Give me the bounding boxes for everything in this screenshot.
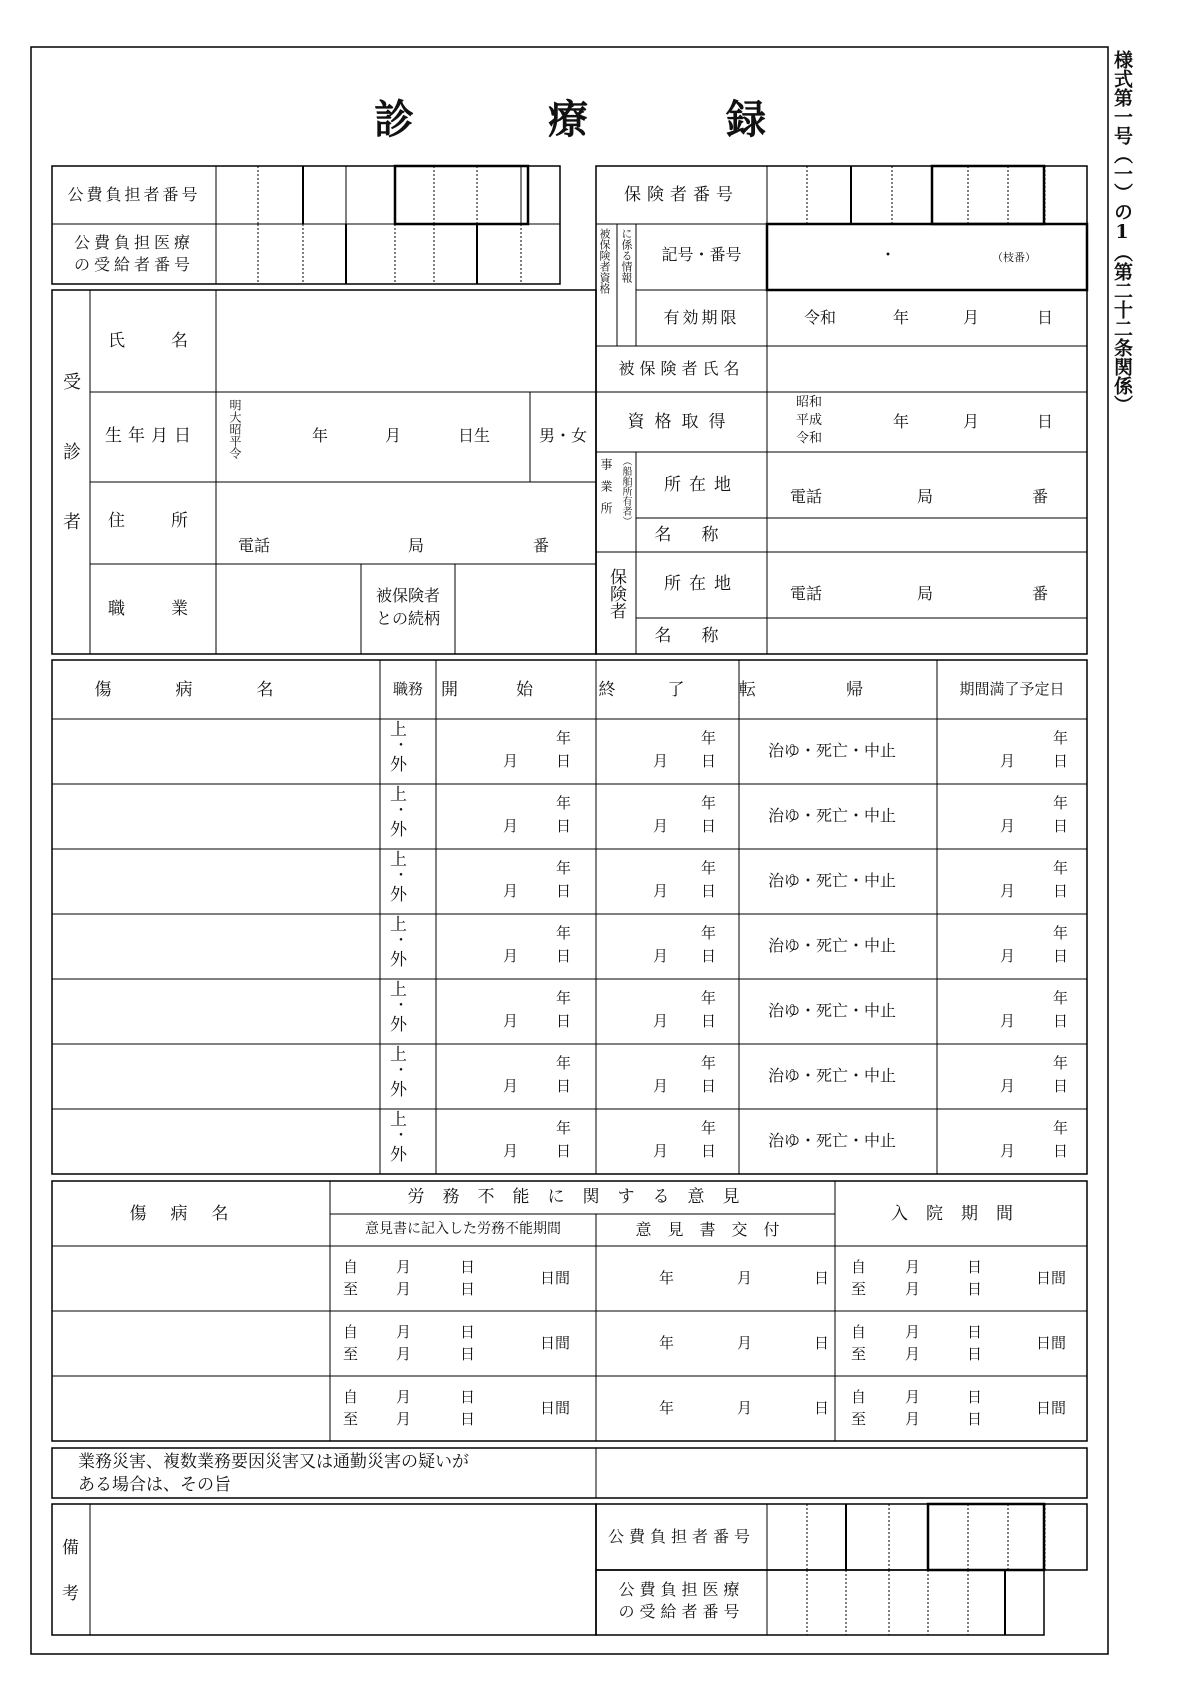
incap-row-3-hosp-from-month: 月 (905, 1388, 921, 1406)
disease-row-7-expiry-month: 月 (1000, 1142, 1016, 1160)
incap-row-3-period-to-day: 日 (460, 1410, 476, 1428)
disease-row-6-end-month: 月 (653, 1077, 669, 1095)
disease-row-2-end-year: 年 (701, 794, 717, 812)
incap-row-2-issue-day: 日 (814, 1334, 830, 1352)
disease-row-2-duty-top: 上 (390, 785, 407, 805)
disease-row-1-duty-bottom: 外 (390, 755, 407, 775)
disease-row-5-outcome: 治ゆ・死亡・中止 (768, 1001, 897, 1020)
incap-row-2-period-to-month: 月 (396, 1345, 412, 1363)
incap-row-3-hosp-from: 自 (851, 1388, 867, 1406)
incap-row-1-issue-month: 月 (737, 1269, 753, 1287)
disease-row-4-outcome: 治ゆ・死亡・中止 (768, 936, 897, 955)
disease-row-7-end-month: 月 (653, 1142, 669, 1160)
insured-qual-group-label-2: に係る情報 (620, 228, 633, 283)
disease-row-6-duty-dot: ・ (394, 1063, 408, 1079)
disease-row-4-end-month: 月 (653, 947, 669, 965)
remarks-kouhi-label: 公費負担者番号 (607, 1527, 755, 1546)
incap-header-opinion: 労務不能に関する意見 (407, 1187, 758, 1207)
disease-row-3-duty-bottom: 外 (390, 885, 407, 905)
incap-row-3-period-from-month: 月 (396, 1388, 412, 1406)
disease-row-5-start-year: 年 (556, 989, 572, 1007)
remarks-recipient-l2: の受給者番号 (618, 1602, 745, 1621)
incap-header-period: 意見書に記入した労務不能期間 (365, 1221, 561, 1237)
disease-row-1-duty-top: 上 (390, 720, 407, 740)
incap-row-3-hosp-days: 日間 (1036, 1399, 1067, 1417)
patient-occupation-label: 職業 (108, 599, 234, 619)
insurer-number-label: 保険者番号 (624, 185, 739, 205)
disease-row-2-end-month: 月 (653, 817, 669, 835)
insurer2-location-label: 所在地 (664, 574, 739, 594)
acq-era-showa: 昭和 (796, 395, 823, 410)
incap-row-3-issue-month: 月 (737, 1399, 753, 1417)
disease-row-7-expiry-day: 日 (1053, 1142, 1069, 1160)
disease-row-3-expiry-year: 年 (1053, 859, 1069, 877)
employer-group-note: （船舶所有者） (620, 456, 631, 526)
incap-row-1-hosp-from-day: 日 (967, 1258, 983, 1276)
patient-kyoku: 局 (408, 536, 425, 555)
disease-row-6-start-month: 月 (503, 1077, 519, 1095)
disease-row-2-duty-bottom: 外 (390, 820, 407, 840)
incap-row-1-hosp-days: 日間 (1036, 1269, 1067, 1287)
acq-era-heisei: 平成 (796, 413, 823, 428)
patient-phone: 電話 (238, 536, 271, 555)
incap-row-1-hosp-to-month: 月 (905, 1280, 921, 1298)
remarks-label-bottom: 考 (62, 1584, 79, 1604)
disease-row-1-expiry-year: 年 (1053, 729, 1069, 747)
expiry-label: 有効期限 (663, 308, 740, 327)
disease-row-4-start-year: 年 (556, 924, 572, 942)
disease-row-7-outcome: 治ゆ・死亡・中止 (768, 1131, 897, 1150)
disease-row-3-duty-dot: ・ (394, 868, 408, 884)
incap-row-2-period-from-month: 月 (396, 1323, 412, 1341)
disease-row-1-outcome: 治ゆ・死亡・中止 (768, 741, 897, 760)
disease-row-6-expiry-day: 日 (1053, 1077, 1069, 1095)
disease-row-5-expiry-month: 月 (1000, 1012, 1016, 1030)
incap-row-1-period-from-day: 日 (460, 1258, 476, 1276)
patient-eras: 明大昭平令 (228, 399, 242, 459)
incap-row-2-period-days: 日間 (540, 1334, 571, 1352)
patient-birth-month: 月 (385, 426, 402, 445)
disease-row-4-start-day: 日 (556, 947, 572, 965)
recipient-number-label-l2: の受給者番号 (73, 255, 194, 274)
disease-row-5-end-month: 月 (653, 1012, 669, 1030)
disease-row-2-expiry-day: 日 (1053, 817, 1069, 835)
disease-row-4-duty-top: 上 (390, 915, 407, 935)
incap-row-1-period-from: 自 (343, 1258, 359, 1276)
disease-row-4-expiry-day: 日 (1053, 947, 1069, 965)
incap-row-1-issue-year: 年 (659, 1269, 675, 1287)
disease-header-name: 傷病名 (94, 680, 338, 700)
disease-row-4-duty-dot: ・ (394, 933, 408, 949)
disease-row-5-start-day: 日 (556, 1012, 572, 1030)
incap-row-1-period-from-month: 月 (396, 1258, 412, 1276)
incap-row-2-hosp-to: 至 (851, 1345, 867, 1363)
disease-row-4-expiry-month: 月 (1000, 947, 1016, 965)
disease-row-2-expiry-month: 月 (1000, 817, 1016, 835)
incap-row-2-issue-month: 月 (737, 1334, 753, 1352)
disease-row-3-end-day: 日 (701, 882, 717, 900)
disease-row-5-start-month: 月 (503, 1012, 519, 1030)
kigou-dot: ・ (880, 245, 897, 264)
disease-row-7-duty-dot: ・ (394, 1128, 408, 1144)
disease-row-5-duty-top: 上 (390, 980, 407, 1000)
disease-header-expiry: 期間満了予定日 (959, 680, 1065, 698)
insured-name-label: 被保険者氏名 (618, 359, 745, 378)
disease-row-7-expiry-year: 年 (1053, 1119, 1069, 1137)
disease-row-2-start-month: 月 (503, 817, 519, 835)
disease-header-outcome: 転帰 (739, 680, 953, 700)
recipient-number-label-l1: 公費負担医療 (73, 233, 194, 252)
incap-row-3-period-from: 自 (343, 1388, 359, 1406)
incap-row-3-issue-year: 年 (659, 1399, 675, 1417)
employer-group-label: 事業所 (599, 458, 613, 524)
disease-row-1-duty-dot: ・ (394, 738, 408, 754)
disease-row-1-start-month: 月 (503, 752, 519, 770)
incap-row-3-period-days: 日間 (540, 1399, 571, 1417)
disease-row-2-start-year: 年 (556, 794, 572, 812)
employer-kyoku: 局 (917, 487, 934, 506)
employer-name-label: 名称 (654, 525, 749, 545)
disease-row-6-start-day: 日 (556, 1077, 572, 1095)
disease-header-start: 開始 (441, 680, 591, 700)
disease-row-4-end-year: 年 (701, 924, 717, 942)
disease-row-6-end-year: 年 (701, 1054, 717, 1072)
patient-relation-l2: との続柄 (375, 609, 440, 628)
incap-row-2-period-from: 自 (343, 1323, 359, 1341)
disease-row-3-expiry-month: 月 (1000, 882, 1016, 900)
incap-row-3-hosp-to-day: 日 (967, 1410, 983, 1428)
disease-row-7-start-month: 月 (503, 1142, 519, 1160)
incap-row-3-hosp-from-day: 日 (967, 1388, 983, 1406)
incap-row-3-period-to-month: 月 (396, 1410, 412, 1428)
incap-row-1-hosp-to: 至 (851, 1280, 867, 1298)
disease-row-3-start-day: 日 (556, 882, 572, 900)
incap-row-3-issue-day: 日 (814, 1399, 830, 1417)
disease-row-2-end-day: 日 (701, 817, 717, 835)
insured-qual-group-label: 被保険者資格 (598, 228, 611, 294)
disease-row-1-end-year: 年 (701, 729, 717, 747)
insurer2-name-label: 名称 (654, 626, 749, 646)
patient-name-label: 氏名 (108, 331, 234, 351)
employer-phone: 電話 (790, 487, 823, 506)
disease-row-3-start-month: 月 (503, 882, 519, 900)
disease-row-6-duty-bottom: 外 (390, 1080, 407, 1100)
incap-row-1-hosp-to-day: 日 (967, 1280, 983, 1298)
disease-row-3-end-year: 年 (701, 859, 717, 877)
title-char-3: 録 (726, 96, 766, 143)
form-id: 様式第一号（一）の1（第二十二条関係） (1111, 50, 1133, 414)
disease-row-7-start-year: 年 (556, 1119, 572, 1137)
incap-row-2-hosp-from-month: 月 (905, 1323, 921, 1341)
incap-row-2-hosp-from-day: 日 (967, 1323, 983, 1341)
disease-row-1-start-year: 年 (556, 729, 572, 747)
employer-location-label: 所在地 (664, 475, 739, 495)
disease-row-5-end-day: 日 (701, 1012, 717, 1030)
incap-header-issue: 意見書交付 (635, 1220, 796, 1239)
acq-year: 年 (893, 412, 910, 431)
edaban-label: （枝番） (992, 251, 1036, 264)
acq-era-reiwa: 令和 (796, 431, 823, 446)
disease-row-2-outcome: 治ゆ・死亡・中止 (768, 806, 897, 825)
insurer2-ban: 番 (1032, 584, 1049, 603)
disease-row-5-end-year: 年 (701, 989, 717, 1007)
disease-row-1-expiry-day: 日 (1053, 752, 1069, 770)
incap-row-1-period-to: 至 (343, 1280, 359, 1298)
incap-row-1-hosp-from: 自 (851, 1258, 867, 1276)
disease-row-2-duty-dot: ・ (394, 803, 408, 819)
remarks-recipient-l1: 公費負担医療 (618, 1580, 745, 1599)
disease-row-6-expiry-year: 年 (1053, 1054, 1069, 1072)
incap-row-2-hosp-from: 自 (851, 1323, 867, 1341)
disease-row-7-end-year: 年 (701, 1119, 717, 1137)
disease-header-duty: 職務 (392, 680, 423, 698)
patient-group-label: 受診者 (60, 372, 81, 582)
disease-row-5-duty-bottom: 外 (390, 1015, 407, 1035)
incap-row-2-hosp-to-day: 日 (967, 1345, 983, 1363)
disease-row-4-expiry-year: 年 (1053, 924, 1069, 942)
disease-row-7-duty-bottom: 外 (390, 1145, 407, 1165)
incap-header-hospital: 入院期間 (891, 1204, 1031, 1224)
title-char-1: 診 (374, 96, 414, 143)
incap-row-3-period-from-day: 日 (460, 1388, 476, 1406)
incap-row-1-period-to-month: 月 (396, 1280, 412, 1298)
incap-row-1-period-to-day: 日 (460, 1280, 476, 1298)
disease-row-1-end-day: 日 (701, 752, 717, 770)
incap-row-3-period-to: 至 (343, 1410, 359, 1428)
patient-relation-l1: 被保険者 (375, 586, 440, 605)
patient-ban: 番 (533, 536, 550, 555)
expiry-year: 年 (893, 308, 910, 327)
incap-row-2-period-from-day: 日 (460, 1323, 476, 1341)
disease-row-1-end-month: 月 (653, 752, 669, 770)
incap-row-2-hosp-to-month: 月 (905, 1345, 921, 1363)
patient-birth-day: 日生 (458, 426, 491, 445)
insurer2-group-label: 保険者 (606, 568, 626, 619)
disease-row-5-expiry-year: 年 (1053, 989, 1069, 1007)
disease-row-7-duty-top: 上 (390, 1110, 407, 1130)
acq-month: 月 (963, 412, 980, 431)
expiry-month: 月 (963, 308, 980, 327)
incap-row-1-hosp-from-month: 月 (905, 1258, 921, 1276)
title-char-2: 療 (548, 96, 588, 143)
disease-row-6-expiry-month: 月 (1000, 1077, 1016, 1095)
disease-row-3-expiry-day: 日 (1053, 882, 1069, 900)
disease-row-1-expiry-month: 月 (1000, 752, 1016, 770)
patient-birth-label: 生年月日 (105, 426, 197, 446)
disease-row-1-start-day: 日 (556, 752, 572, 770)
patient-sex: 男・女 (538, 426, 587, 445)
incap-row-1-period-days: 日間 (540, 1269, 571, 1287)
disease-row-5-duty-dot: ・ (394, 998, 408, 1014)
disease-row-3-duty-top: 上 (390, 850, 407, 870)
kigou-label: 記号・番号 (661, 245, 742, 264)
disease-row-4-end-day: 日 (701, 947, 717, 965)
disease-row-4-duty-bottom: 外 (390, 950, 407, 970)
incap-row-2-period-to-day: 日 (460, 1345, 476, 1363)
expiry-era: 令和 (804, 308, 837, 327)
disease-row-3-outcome: 治ゆ・死亡・中止 (768, 871, 897, 890)
acquisition-label: 資格取得 (627, 412, 736, 432)
kouhi-number-label: 公費負担者番号 (67, 185, 201, 204)
disaster-note-line1: 業務災害、複数業務要因災害又は通勤災害の疑いが (78, 1452, 469, 1472)
patient-birth-year: 年 (312, 426, 329, 445)
disease-row-6-start-year: 年 (556, 1054, 572, 1072)
disease-row-7-end-day: 日 (701, 1142, 717, 1160)
incap-row-1-issue-day: 日 (814, 1269, 830, 1287)
expiry-day: 日 (1037, 308, 1054, 327)
incap-row-2-hosp-days: 日間 (1036, 1334, 1067, 1352)
disease-row-2-start-day: 日 (556, 817, 572, 835)
insurer2-phone: 電話 (790, 584, 823, 603)
disease-row-3-start-year: 年 (556, 859, 572, 877)
disease-header-end: 終了 (598, 680, 737, 700)
patient-address-label: 住所 (108, 511, 234, 531)
employer-ban: 番 (1032, 487, 1049, 506)
disease-row-4-start-month: 月 (503, 947, 519, 965)
incap-row-3-hosp-to-month: 月 (905, 1410, 921, 1428)
incap-header-name: 傷病名 (129, 1204, 253, 1224)
disease-row-7-start-day: 日 (556, 1142, 572, 1160)
disease-row-6-duty-top: 上 (390, 1045, 407, 1065)
disease-row-2-expiry-year: 年 (1053, 794, 1069, 812)
incap-row-3-hosp-to: 至 (851, 1410, 867, 1428)
disease-row-3-end-month: 月 (653, 882, 669, 900)
disease-row-5-expiry-day: 日 (1053, 1012, 1069, 1030)
insurer2-kyoku: 局 (917, 584, 934, 603)
acq-day: 日 (1037, 412, 1054, 431)
disaster-note-line2: ある場合は、その旨 (78, 1475, 231, 1495)
disease-row-6-outcome: 治ゆ・死亡・中止 (768, 1066, 897, 1085)
incap-row-2-issue-year: 年 (659, 1334, 675, 1352)
incap-row-2-period-to: 至 (343, 1345, 359, 1363)
disease-row-6-end-day: 日 (701, 1077, 717, 1095)
remarks-label-top: 備 (62, 1538, 79, 1558)
